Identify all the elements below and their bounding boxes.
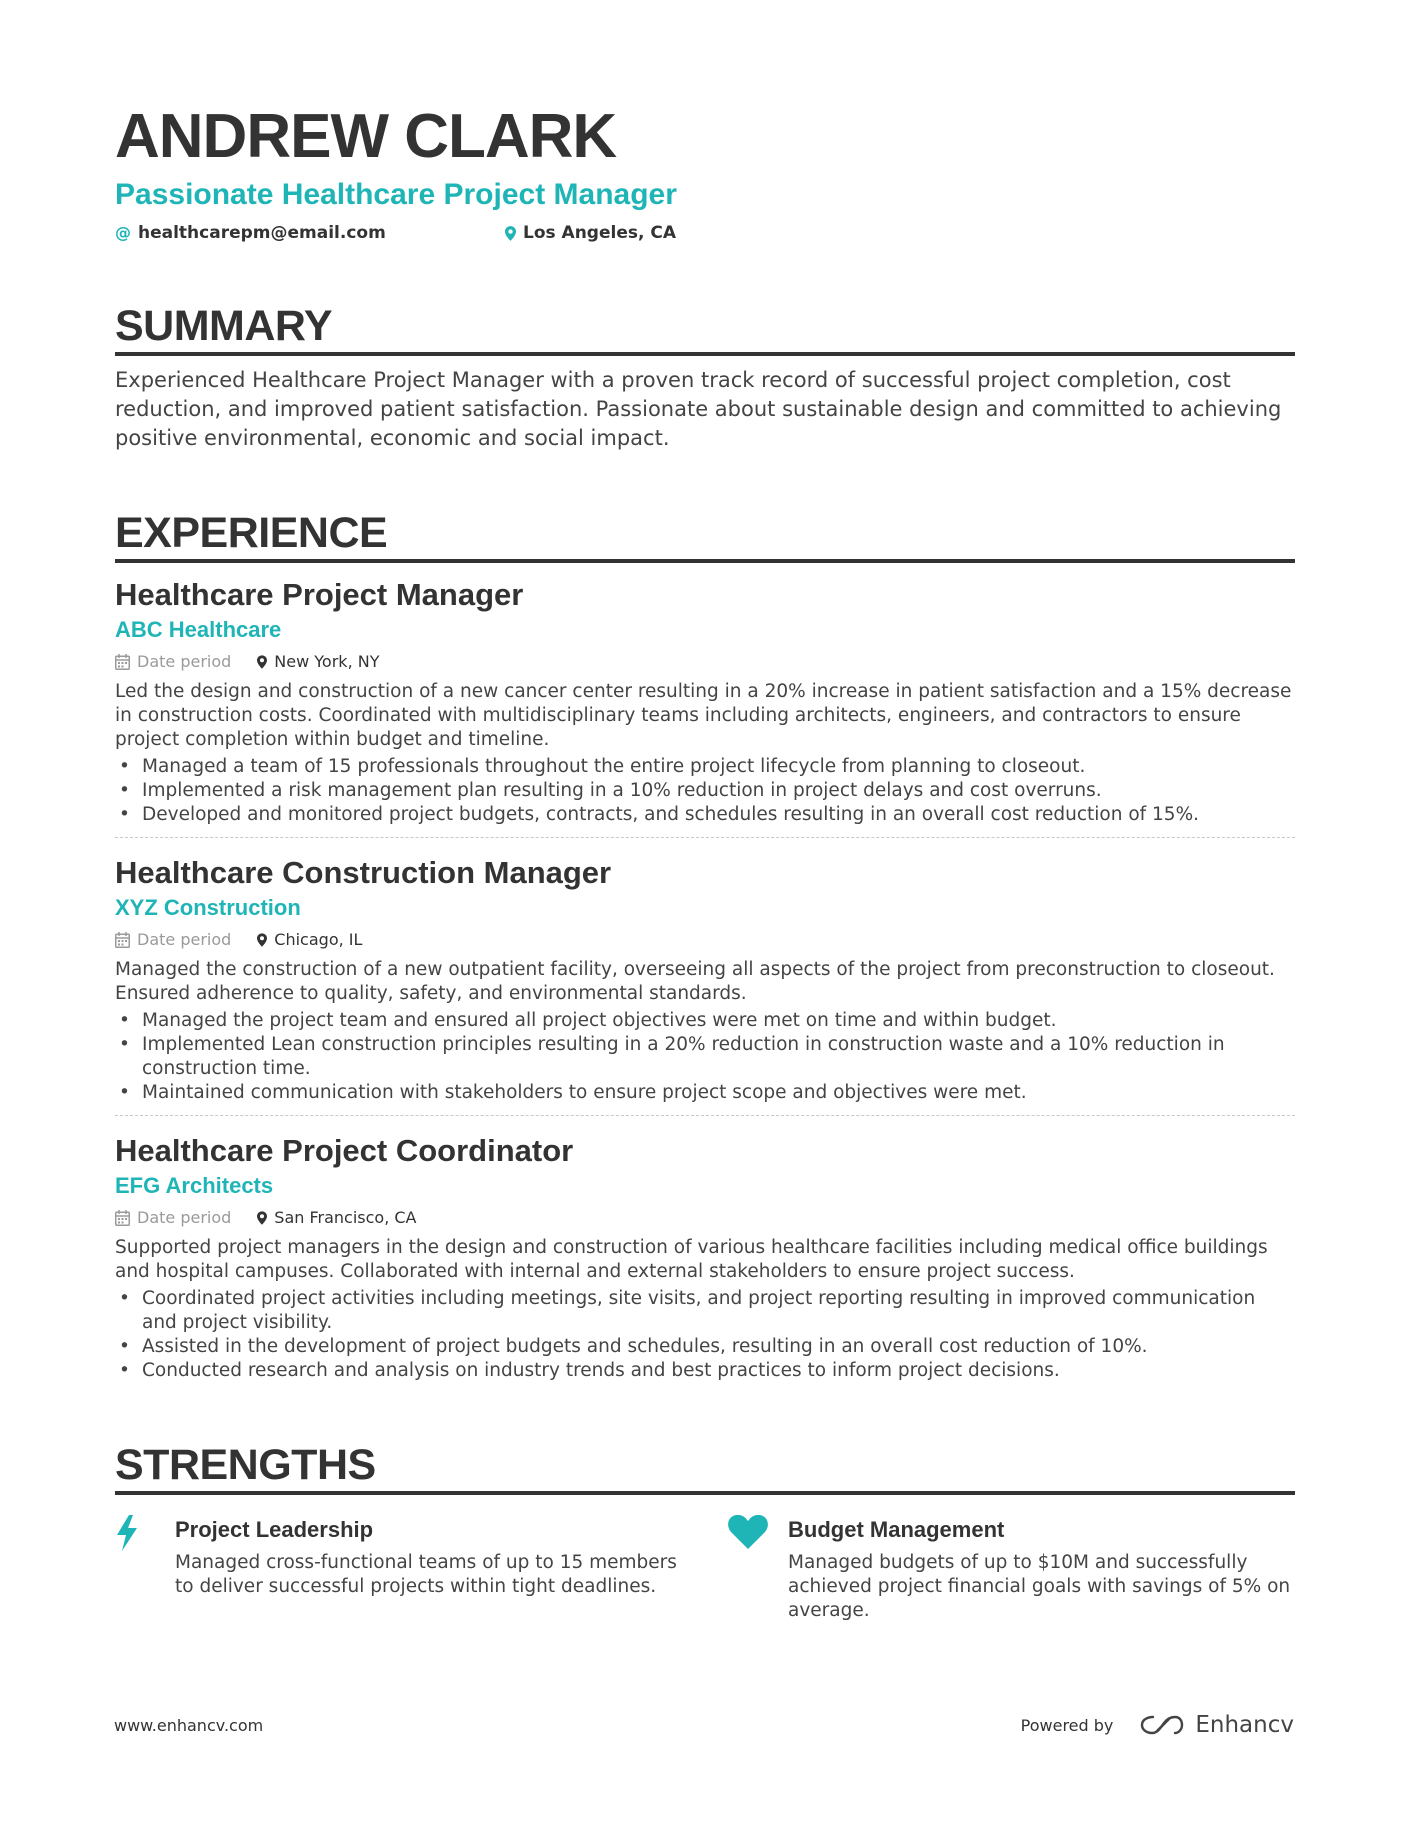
- bullet-item: • Implemented Lean construction principles resulting in a 20% reduction in construction waste and a 10% reduction in construction time.: [119, 1034, 1225, 1079]
- job-date-text: Date period: [137, 930, 232, 949]
- page-footer: [114, 1712, 1294, 1738]
- summary-section: [115, 300, 1295, 453]
- lightning-icon: [115, 1515, 175, 1623]
- bullet-item: • Managed a team of 15 professionals throughout the entire project lifecycle from planning to closeout.: [119, 756, 1086, 777]
- resume-header: [115, 96, 1295, 246]
- resume-page: [115, 96, 1295, 1623]
- calendar-icon: [115, 1210, 130, 1226]
- job-entry: [115, 837, 1295, 1115]
- contact-email[interactable]: [115, 220, 505, 246]
- bullet-text: Implemented a risk management plan resulting in a 10% reduction in project delays and cost overruns.: [142, 780, 1102, 801]
- contact-info: [115, 220, 1295, 246]
- bullet-text: Maintained communication with stakeholders to ensure project scope and objectives were met.: [142, 1082, 1027, 1103]
- job-location-text: Chicago, IL: [274, 930, 363, 949]
- strength-item: [115, 1515, 730, 1623]
- powered-by-label: Powered by: [1020, 1715, 1114, 1735]
- enhancv-logo-icon: [1139, 1713, 1185, 1737]
- job-meta: [115, 650, 1295, 674]
- map-pin-icon: [257, 933, 267, 947]
- candidate-headline: Passionate Healthcare Project Manager: [115, 178, 677, 211]
- heart-icon: [728, 1515, 788, 1623]
- bullet-item: • Managed the project team and ensured all project objectives were met on time and within budget.: [119, 1010, 1057, 1031]
- job-location-text: New York, NY: [274, 652, 380, 671]
- brand-name: Enhancv: [1195, 1712, 1294, 1738]
- strength-name: Budget Management: [788, 1517, 1005, 1542]
- summary-text: Experienced Healthcare Project Manager with a proven track record of successful project completion, cost reduction, and improved patient satisfaction. Passionate about sustainable design and committed to achieving positive environmental, economic and social impact.: [115, 368, 1282, 450]
- job-location: [257, 650, 379, 674]
- map-pin-icon: [505, 226, 516, 241]
- experience-heading: EXPERIENCE: [115, 507, 1295, 563]
- job-date: [115, 1206, 231, 1230]
- job-location: [257, 928, 362, 952]
- job-location: [257, 1206, 416, 1230]
- powered-by: [1021, 1712, 1294, 1738]
- strength-description: Managed budgets of up to $10M and successfully achieved project financial goals with savings of 5% on average.: [788, 1552, 1291, 1621]
- company-name: XYZ Construction: [115, 895, 301, 920]
- company-name: EFG Architects: [115, 1173, 274, 1198]
- job-meta: [115, 1206, 1295, 1230]
- bullet-item: • Conducted research and analysis on industry trends and best practices to inform project decisions.: [119, 1360, 1060, 1381]
- job-bullets: [115, 755, 1295, 827]
- bullet-text: Implemented Lean construction principles resulting in a 20% reduction in construction waste and a 10% reduction in construction time.: [142, 1034, 1225, 1079]
- brand-logo[interactable]: [1139, 1712, 1294, 1738]
- website-link[interactable]: www.enhancv.com: [114, 1715, 264, 1735]
- job-bullets: [115, 1009, 1295, 1105]
- bullet-item: • Assisted in the development of project budgets and schedules, resulting in an overall cost reduction of 10%.: [119, 1336, 1148, 1357]
- job-title: Healthcare Project Coordinator: [115, 1133, 574, 1168]
- calendar-icon: [115, 654, 130, 670]
- bullet-item: • Coordinated project activities including meetings, site visits, and project reporting resulting in improved communication and project visibility.: [119, 1288, 1256, 1333]
- calendar-icon: [115, 932, 130, 948]
- job-bullets: [115, 1287, 1295, 1383]
- bullet-item: • Maintained communication with stakeholders to ensure project scope and objectives were met.: [119, 1082, 1027, 1103]
- summary-heading: SUMMARY: [115, 300, 1295, 356]
- strength-body: [788, 1515, 1298, 1623]
- bullet-item: • Implemented a risk management plan resulting in a 10% reduction in project delays and cost overruns.: [119, 780, 1102, 801]
- job-description: Led the design and construction of a new cancer center resulting in a 20% increase in patient satisfaction and a 15% decrease in construction costs. Coordinated with multidisciplinary teams including architects, engineers, and contractors to ensure project completion within budget and timeline.: [115, 681, 1292, 750]
- job-title: Healthcare Construction Manager: [115, 855, 612, 890]
- contact-location: [505, 220, 676, 246]
- map-pin-icon: [257, 1211, 267, 1225]
- experience-section: [115, 507, 1295, 1393]
- bullet-text: Assisted in the development of project budgets and schedules, resulting in an overall cost reduction of 10%.: [142, 1336, 1148, 1357]
- job-description: Supported project managers in the design and construction of various healthcare facilities including medical office buildings and hospital campuses. Collaborated with internal and external stakeholders to ensure project success.: [115, 1237, 1268, 1282]
- job-date-text: Date period: [137, 652, 232, 671]
- bullet-text: Developed and monitored project budgets, contracts, and schedules resulting in an overall cost reduction of 15%.: [142, 804, 1200, 825]
- candidate-name: ANDREW CLARK: [115, 102, 617, 171]
- strength-name: Project Leadership: [175, 1517, 374, 1542]
- strengths-heading: STRENGTHS: [115, 1439, 1295, 1495]
- job-date-text: Date period: [137, 1208, 232, 1227]
- map-pin-icon: [257, 655, 267, 669]
- job-date: [115, 650, 231, 674]
- job-date: [115, 928, 231, 952]
- bullet-item: • Developed and monitored project budgets, contracts, and schedules resulting in an overall cost reduction of 15%.: [119, 804, 1200, 825]
- bullet-text: Managed a team of 15 professionals throughout the entire project lifecycle from planning to closeout.: [142, 756, 1086, 777]
- job-meta: [115, 928, 1295, 952]
- email-text: healthcarepm@email.com: [138, 223, 386, 243]
- at-sign-icon: @: [115, 223, 131, 242]
- strength-item: [730, 1515, 1295, 1623]
- job-location-text: San Francisco, CA: [274, 1208, 417, 1227]
- job-entry: [115, 563, 1295, 837]
- strength-body: [175, 1515, 685, 1623]
- bullet-text: Conducted research and analysis on industry trends and best practices to inform project decisions.: [142, 1360, 1060, 1381]
- strengths-list: [115, 1515, 1295, 1623]
- job-title: Healthcare Project Manager: [115, 577, 524, 612]
- strengths-section: [115, 1439, 1295, 1623]
- bullet-text: Managed the project team and ensured all project objectives were met on time and within budget.: [142, 1010, 1057, 1031]
- strength-description: Managed cross-functional teams of up to 15 members to deliver successful projects within tight deadlines.: [175, 1552, 677, 1597]
- location-text: Los Angeles, CA: [523, 223, 676, 243]
- job-description: Managed the construction of a new outpatient facility, overseeing all aspects of the project from preconstruction to closeout. Ensured adherence to quality, safety, and environmental standards.: [115, 959, 1275, 1004]
- bullet-text: Coordinated project activities including meetings, site visits, and project reporting resulting in improved communication and project visibility.: [142, 1288, 1256, 1333]
- company-name: ABC Healthcare: [115, 617, 282, 642]
- job-entry: [115, 1115, 1295, 1393]
